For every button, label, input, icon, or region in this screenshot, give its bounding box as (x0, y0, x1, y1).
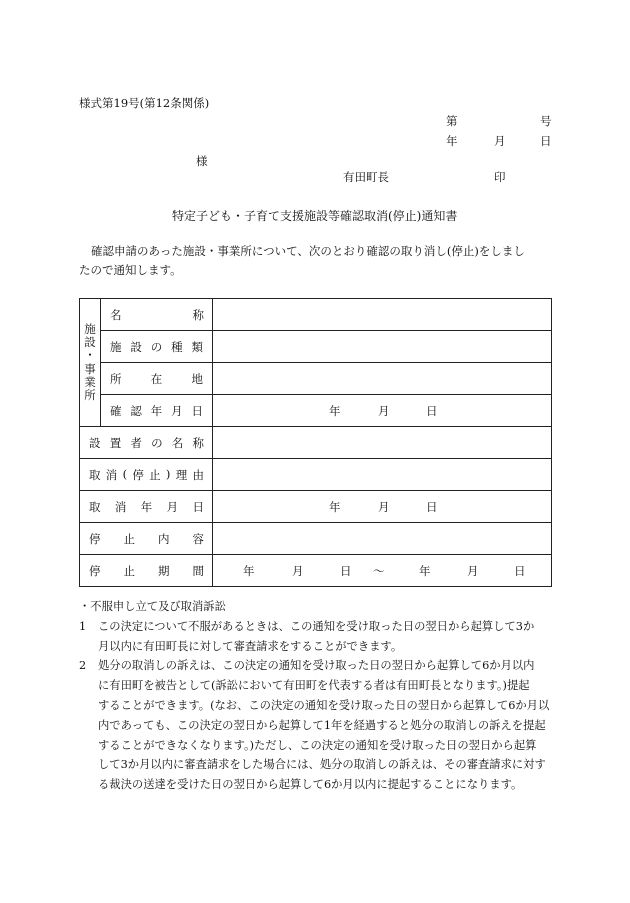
issuer-name: 有田町長 (343, 170, 389, 184)
date-day: 日 (540, 134, 552, 148)
note-line: 内であっても、この決定の翌日から起算して1年を経過すると処分の取消しの訴えを提起 (98, 718, 546, 732)
group-char: 所 (84, 387, 96, 402)
group-char: 事 (84, 361, 96, 376)
note-line: この決定について不服があるときは、この通知を受け取った日の翌日から起算して3か (98, 619, 535, 633)
form-table (79, 298, 552, 587)
date-year: 年 (446, 134, 458, 148)
label-confirmation-date: 確 認 年 月 日 (101, 395, 213, 427)
note-line: に有田町を被告として(訴訟において有田町を代表する者は有田町長となります。)提起 (98, 679, 530, 693)
notes-heading: ・不服申し立て及び取消訴訟 (79, 600, 226, 613)
document-title: 特定子ども・子育て支援施設等確認取消(停止)通知書 (172, 209, 458, 223)
label-facility-type: 施 設 の 種 類 (101, 331, 213, 363)
note-line: 処分の取消しの訴えは、この決定の通知を受け取った日の翌日から起算して6か月以内 (98, 659, 535, 673)
note-line: して3か月以内に審査請求をした場合には、処分の取消しの訴えは、その審査請求に対す (98, 758, 546, 772)
value-confirmation-date[interactable]: 年 月 日 (213, 395, 552, 427)
label-location: 所 在 地 (101, 363, 213, 395)
label-suspension-period: 停 止 期 間 (80, 555, 213, 587)
note-line: することができます。(なお、この決定の通知を受け取った日の翌日から起算して6か月以 (98, 698, 550, 712)
label-suspension-content: 停 止 内 容 (80, 523, 213, 555)
note-line: することができなくなります。)ただし、この決定の通知を受け取った日の翌日から起算 (98, 738, 537, 752)
note-line: 月以内に有田町長に対して審査請求をすることができます。 (98, 639, 403, 653)
label-operator-name: 設 置 者 の 名 称 (80, 427, 213, 459)
note-item (79, 656, 559, 795)
label-facility-name: 名 称 (101, 299, 213, 331)
value-location[interactable] (213, 363, 552, 395)
doc-number-go: 号 (540, 114, 552, 128)
value-facility-type[interactable] (213, 331, 552, 363)
group-char: 業 (84, 374, 96, 389)
intro-line-2: たので通知します。 (79, 263, 182, 277)
value-suspension-content[interactable] (213, 523, 552, 555)
seal-mark: 印 (494, 170, 506, 184)
label-revocation-reason: 取 消 ( 停 止 ) 理 由 (80, 459, 213, 491)
value-facility-name[interactable] (213, 299, 552, 331)
value-suspension-period[interactable]: 年 月 日 〜 年 月 日 (213, 555, 552, 587)
value-revocation-reason[interactable] (213, 459, 552, 491)
intro-line-1: 確認申請のあった施設・事業所について、次のとおり確認の取り消し(停止)をしまし (91, 244, 525, 258)
group-char: 設 (84, 335, 96, 350)
label-revocation-date: 取 消 年 月 日 (80, 491, 213, 523)
date-month: 月 (494, 134, 506, 148)
value-operator-name[interactable] (213, 427, 552, 459)
appeal-notes (79, 597, 559, 795)
addressee-suffix: 様 (196, 154, 208, 168)
form-number: 様式第19号(第12条関係) (79, 96, 210, 110)
group-char: 施 (84, 321, 96, 336)
note-number: 1 (79, 619, 87, 633)
facility-group-label (80, 299, 101, 427)
group-char: ・ (84, 348, 96, 363)
note-number: 2 (79, 659, 87, 673)
doc-number-dai: 第 (446, 114, 458, 128)
note-line: る裁決の送達を受けた日の翌日から起算して6か月以内に提起することになります。 (98, 778, 523, 792)
value-revocation-date[interactable]: 年 月 日 (213, 491, 552, 523)
note-item (79, 617, 559, 657)
